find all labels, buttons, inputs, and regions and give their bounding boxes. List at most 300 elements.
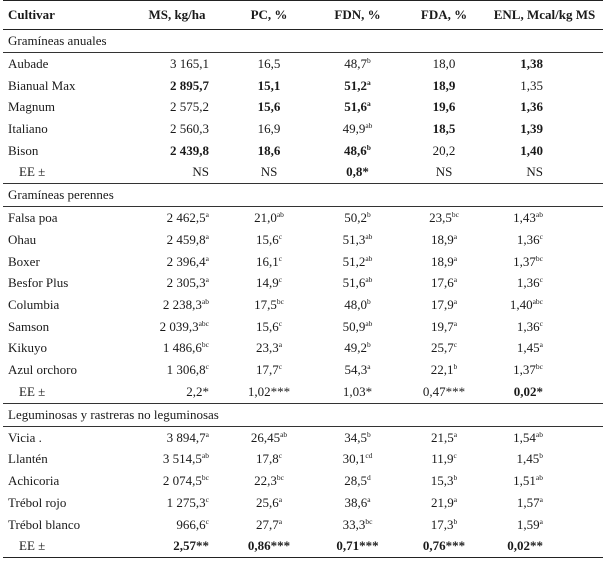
cultivar-name: Falsa poa xyxy=(8,210,58,226)
fda-cell xyxy=(402,514,486,536)
table-row xyxy=(3,229,603,251)
enl-cell xyxy=(486,273,603,295)
cell-value: 30,1 xyxy=(342,451,366,467)
cell-value: 16,5 xyxy=(257,55,281,71)
fda-cell xyxy=(402,492,486,514)
fdn-cell xyxy=(313,229,402,251)
enl-cell xyxy=(486,294,603,316)
fda-cell xyxy=(402,338,486,360)
fda-cell xyxy=(402,75,486,97)
significance-letter: a xyxy=(539,516,543,526)
cell-value: 1,43 xyxy=(513,210,536,226)
ee-ms-cell: 2,57** xyxy=(129,535,225,558)
fdn-cell xyxy=(313,492,402,514)
cell-value: 17,7 xyxy=(255,362,279,378)
cultivar-name: Aubade xyxy=(8,55,49,71)
fda-cell xyxy=(402,449,486,471)
significance-letter: ab xyxy=(365,120,373,130)
significance-letter: ab xyxy=(365,318,373,328)
ms-cell xyxy=(129,426,225,448)
cell-value: 15,6 xyxy=(257,99,281,115)
cultivar-name: Azul orchoro xyxy=(8,362,77,378)
cell-value: 15,6 xyxy=(255,231,279,247)
cultivar-name: Columbia xyxy=(8,297,60,313)
significance-letter: c xyxy=(278,451,283,461)
cultivar-name: Ohau xyxy=(8,231,37,247)
significance-letter: ab xyxy=(535,429,543,439)
cell-value: 48,6 xyxy=(344,142,367,158)
significance-letter: ab xyxy=(365,253,373,263)
significance-letter: a xyxy=(539,494,543,504)
cell-value: 1,45 xyxy=(516,340,540,356)
section-row xyxy=(3,184,603,207)
significance-letter: bc xyxy=(535,362,543,372)
cell-value: 22,1 xyxy=(430,362,454,378)
significance-letter: b xyxy=(367,340,371,350)
pc-cell xyxy=(225,140,313,162)
fdn-cell xyxy=(313,273,402,295)
cell-value: 21,0 xyxy=(254,210,277,226)
cell-value: 1,40 xyxy=(509,297,533,313)
table-row xyxy=(3,118,603,140)
ms-cell xyxy=(129,294,225,316)
table-row xyxy=(3,251,603,273)
ms-cell xyxy=(129,229,225,251)
fda-cell xyxy=(402,470,486,492)
cultivar-name: Trébol rojo xyxy=(8,494,67,510)
pc-cell xyxy=(225,338,313,360)
enl-cell xyxy=(486,140,603,162)
cultivar-name: Boxer xyxy=(8,253,40,269)
cell-value: 51,2 xyxy=(342,253,366,269)
cell-value: 20,2 xyxy=(432,142,456,158)
significance-letter: c xyxy=(205,494,209,504)
fdn-cell xyxy=(313,96,402,118)
pc-cell xyxy=(225,273,313,295)
cell-value: 18,6 xyxy=(257,142,281,158)
cell-value: 18,9 xyxy=(430,253,454,269)
significance-letter: c xyxy=(278,362,283,372)
significance-letter: a xyxy=(453,429,458,439)
ms-cell xyxy=(129,470,225,492)
section-row xyxy=(3,403,603,426)
pc-cell xyxy=(225,426,313,448)
cell-value: 11,9 xyxy=(431,451,454,467)
cell-value: 50,2 xyxy=(344,210,367,226)
significance-letter: a xyxy=(367,77,371,87)
cell-value: 17,8 xyxy=(255,451,279,467)
fdn-cell xyxy=(313,294,402,316)
ms-cell xyxy=(129,140,225,162)
cell-value: 15,6 xyxy=(255,318,279,334)
table-row xyxy=(3,294,603,316)
cell-value: 14,9 xyxy=(255,275,279,291)
table-row xyxy=(3,53,603,75)
cell-value: 19,6 xyxy=(432,99,456,115)
cultivar-name: Kikuyo xyxy=(8,340,47,356)
significance-letter: a xyxy=(453,253,458,263)
table-row xyxy=(3,492,603,514)
cell-value: 25,6 xyxy=(255,494,279,510)
significance-letter: b xyxy=(453,516,458,526)
cell-value: 1,57 xyxy=(516,494,540,510)
ms-cell xyxy=(129,75,225,97)
cell-value: 966,6 xyxy=(176,516,206,532)
fda-cell xyxy=(402,426,486,448)
table-row xyxy=(3,338,603,360)
significance-letter: c xyxy=(205,516,209,526)
cultivar-name: Bison xyxy=(8,142,39,158)
cultivar-name: Achicoria xyxy=(8,473,60,489)
significance-letter: a xyxy=(453,275,458,285)
header-fdn: FDN, % xyxy=(313,1,402,30)
ee-enl-cell: 0,02* xyxy=(486,381,603,404)
cell-value: 2 459,8 xyxy=(166,231,206,247)
cultivar-name: Besfor Plus xyxy=(8,275,69,291)
section-title: Gramíneas perennes xyxy=(3,184,603,207)
enl-cell xyxy=(486,359,603,381)
table-row xyxy=(3,273,603,295)
ms-cell xyxy=(129,359,225,381)
ms-cell xyxy=(129,251,225,273)
significance-letter: bc xyxy=(365,516,373,526)
cell-value: 2 895,7 xyxy=(170,77,209,93)
cell-value: 50,9 xyxy=(342,318,366,334)
fda-cell xyxy=(402,251,486,273)
significance-letter: c xyxy=(539,231,543,241)
cell-value: 49,2 xyxy=(344,340,367,356)
cell-value: 33,3 xyxy=(342,516,366,532)
fdn-cell xyxy=(313,118,402,140)
significance-letter: c xyxy=(278,275,283,285)
cell-value: 49,9 xyxy=(342,120,366,136)
ms-cell xyxy=(129,273,225,295)
pc-cell xyxy=(225,96,313,118)
significance-letter: c xyxy=(539,318,543,328)
section-row xyxy=(3,30,603,53)
significance-letter: a xyxy=(367,99,371,109)
ee-row xyxy=(3,535,603,558)
ee-fda-cell: NS xyxy=(402,161,486,184)
cell-value: 16,1 xyxy=(255,253,279,269)
cell-value: 25,7 xyxy=(430,340,454,356)
cell-value: 34,5 xyxy=(344,429,367,445)
cell-value: 1 486,6 xyxy=(162,340,202,356)
significance-letter: bc xyxy=(451,210,459,220)
cell-value: 1,39 xyxy=(520,120,543,136)
enl-cell xyxy=(486,514,603,536)
fda-cell xyxy=(402,118,486,140)
ee-fda-cell: 0,47*** xyxy=(402,381,486,404)
enl-cell xyxy=(486,251,603,273)
cell-value: 2 439,8 xyxy=(170,142,209,158)
fda-cell xyxy=(402,96,486,118)
header-pc: PC, % xyxy=(225,1,313,30)
significance-letter: b xyxy=(367,55,371,65)
cell-value: 2 462,5 xyxy=(166,210,206,226)
ms-cell xyxy=(129,514,225,536)
significance-letter: bc xyxy=(535,253,543,263)
ee-fdn-cell: 1,03* xyxy=(313,381,402,404)
enl-cell xyxy=(486,96,603,118)
table-row xyxy=(3,140,603,162)
fda-cell xyxy=(402,53,486,75)
cell-value: 51,6 xyxy=(344,99,367,115)
significance-letter: a xyxy=(453,494,458,504)
pc-cell xyxy=(225,53,313,75)
significance-letter: a xyxy=(205,275,209,285)
ee-pc-cell: NS xyxy=(225,161,313,184)
fdn-cell xyxy=(313,207,402,229)
cell-value: 23,3 xyxy=(255,340,279,356)
cultivar-name: Samson xyxy=(8,318,50,334)
significance-letter: c xyxy=(205,362,209,372)
ee-label: EE ± xyxy=(3,161,129,184)
ee-row xyxy=(3,381,603,404)
ee-ms-cell: 2,2* xyxy=(129,381,225,404)
significance-letter: ab xyxy=(201,297,209,307)
ms-cell xyxy=(129,96,225,118)
ms-cell xyxy=(129,316,225,338)
cultivar-name: Magnum xyxy=(8,99,55,115)
cell-value: 2 039,3 xyxy=(159,318,199,334)
cell-value: 18,0 xyxy=(432,55,456,71)
table-body xyxy=(3,30,603,558)
significance-letter: ab xyxy=(365,275,373,285)
cell-value: 21,5 xyxy=(430,429,454,445)
table-row xyxy=(3,359,603,381)
significance-letter: cd xyxy=(365,451,373,461)
ms-cell xyxy=(129,338,225,360)
significance-letter: bc xyxy=(276,473,284,483)
cell-value: 3 514,5 xyxy=(162,451,202,467)
fdn-cell xyxy=(313,140,402,162)
fda-cell xyxy=(402,316,486,338)
significance-letter: ab xyxy=(365,231,373,241)
fdn-cell xyxy=(313,338,402,360)
enl-cell xyxy=(486,338,603,360)
cell-value: 16,9 xyxy=(257,120,281,136)
cell-value: 1,36 xyxy=(516,231,540,247)
significance-letter: c xyxy=(278,253,283,263)
pc-cell xyxy=(225,492,313,514)
significance-letter: b xyxy=(366,142,371,152)
forage-quality-table xyxy=(3,0,603,558)
ee-ms-cell: NS xyxy=(129,161,225,184)
cell-value: 17,9 xyxy=(430,297,454,313)
cell-value: 2 575,2 xyxy=(170,99,209,115)
cell-value: 17,3 xyxy=(430,516,454,532)
ee-enl-cell: NS xyxy=(486,161,603,184)
fdn-cell xyxy=(313,316,402,338)
enl-cell xyxy=(486,316,603,338)
ee-label: EE ± xyxy=(3,381,129,404)
cultivar-name: Trébol blanco xyxy=(8,516,81,532)
significance-letter: bc xyxy=(276,297,284,307)
significance-letter: ab xyxy=(276,210,284,220)
fda-cell xyxy=(402,359,486,381)
cell-value: 48,0 xyxy=(344,297,367,313)
table-row xyxy=(3,316,603,338)
cell-value: 18,9 xyxy=(432,77,456,93)
table-header xyxy=(3,1,603,30)
cultivar-name: Llantén xyxy=(8,451,48,467)
fda-cell xyxy=(402,207,486,229)
enl-cell xyxy=(486,229,603,251)
significance-letter: a xyxy=(453,318,458,328)
cell-value: 26,45 xyxy=(250,429,281,445)
table-row xyxy=(3,96,603,118)
cell-value: 28,5 xyxy=(344,473,367,489)
cell-value: 15,3 xyxy=(430,473,454,489)
ee-label: EE ± xyxy=(3,535,129,558)
cell-value: 54,3 xyxy=(344,362,368,378)
significance-letter: a xyxy=(205,210,209,220)
enl-cell xyxy=(486,75,603,97)
fda-cell xyxy=(402,294,486,316)
cell-value: 1,37 xyxy=(513,253,536,269)
significance-letter: b xyxy=(453,362,458,372)
significance-letter: bc xyxy=(201,340,209,350)
pc-cell xyxy=(225,470,313,492)
significance-letter: d xyxy=(367,473,371,483)
cell-value: 51,2 xyxy=(344,77,367,93)
significance-letter: b xyxy=(367,297,371,307)
fdn-cell xyxy=(313,470,402,492)
ms-cell xyxy=(129,207,225,229)
pc-cell xyxy=(225,207,313,229)
pc-cell xyxy=(225,75,313,97)
cell-value: 27,7 xyxy=(255,516,279,532)
significance-letter: c xyxy=(453,340,458,350)
enl-cell xyxy=(486,207,603,229)
cell-value: 1 275,3 xyxy=(166,494,206,510)
cell-value: 1,51 xyxy=(513,473,536,489)
cell-value: 1,35 xyxy=(520,77,543,93)
ms-cell xyxy=(129,492,225,514)
cell-value: 1,36 xyxy=(520,99,543,115)
cell-value: 1,40 xyxy=(520,142,543,158)
significance-letter: a xyxy=(367,362,371,372)
cell-value: 1,45 xyxy=(516,451,540,467)
fdn-cell xyxy=(313,449,402,471)
cell-value: 2 396,4 xyxy=(166,253,206,269)
pc-cell xyxy=(225,514,313,536)
cell-value: 1,36 xyxy=(516,318,540,334)
cell-value: 1 306,8 xyxy=(166,362,206,378)
significance-letter: c xyxy=(453,451,457,461)
significance-letter: a xyxy=(205,253,209,263)
fdn-cell xyxy=(313,53,402,75)
ee-fdn-cell: 0,71*** xyxy=(313,535,402,558)
table-row xyxy=(3,449,603,471)
significance-letter: c xyxy=(278,231,283,241)
fdn-cell xyxy=(313,426,402,448)
significance-letter: a xyxy=(278,340,283,350)
significance-letter: b xyxy=(367,210,371,220)
significance-letter: abc xyxy=(198,318,209,328)
header-ms: MS, kg/ha xyxy=(129,1,225,30)
cell-value: 15,1 xyxy=(257,77,281,93)
ee-enl-cell: 0,02** xyxy=(486,535,603,558)
ms-cell xyxy=(129,118,225,140)
cell-value: 51,6 xyxy=(342,275,366,291)
section-title: Gramíneas anuales xyxy=(3,30,603,53)
significance-letter: c xyxy=(278,318,283,328)
significance-letter: a xyxy=(367,494,371,504)
pc-cell xyxy=(225,316,313,338)
cell-value: 2 238,3 xyxy=(162,297,202,313)
significance-letter: ab xyxy=(201,451,209,461)
table-row xyxy=(3,426,603,448)
fda-cell xyxy=(402,229,486,251)
significance-letter: a xyxy=(453,297,458,307)
enl-cell xyxy=(486,492,603,514)
pc-cell xyxy=(225,359,313,381)
significance-letter: a xyxy=(278,494,283,504)
pc-cell xyxy=(225,118,313,140)
enl-cell xyxy=(486,470,603,492)
header-enl: ENL, Mcal/kg MS xyxy=(486,1,603,30)
cell-value: 1,54 xyxy=(513,429,536,445)
cell-value: 3 165,1 xyxy=(170,55,209,71)
significance-letter: a xyxy=(453,231,458,241)
significance-letter: ab xyxy=(535,210,543,220)
enl-cell xyxy=(486,118,603,140)
ee-row xyxy=(3,161,603,184)
cell-value: 17,6 xyxy=(430,275,454,291)
ee-pc-cell: 1,02*** xyxy=(225,381,313,404)
cell-value: 21,9 xyxy=(430,494,454,510)
ms-cell xyxy=(129,53,225,75)
significance-letter: a xyxy=(205,429,209,439)
cell-value: 2 305,3 xyxy=(166,275,206,291)
cell-value: 2 074,5 xyxy=(162,473,202,489)
cell-value: 2 560,3 xyxy=(170,120,209,136)
significance-letter: c xyxy=(539,275,543,285)
fdn-cell xyxy=(313,251,402,273)
significance-letter: b xyxy=(539,451,543,461)
cell-value: 1,38 xyxy=(520,55,543,71)
table-row xyxy=(3,470,603,492)
header-row xyxy=(3,1,603,30)
table-row xyxy=(3,207,603,229)
significance-letter: a xyxy=(278,516,283,526)
cell-value: 38,6 xyxy=(344,494,368,510)
significance-letter: ab xyxy=(280,429,288,439)
significance-letter: b xyxy=(367,429,371,439)
significance-letter: b xyxy=(453,473,458,483)
cell-value: 51,3 xyxy=(342,231,366,247)
enl-cell xyxy=(486,426,603,448)
enl-cell xyxy=(486,449,603,471)
section-title: Leguminosas y rastreras no leguminosas xyxy=(3,403,603,426)
significance-letter: bc xyxy=(201,473,209,483)
cultivar-name: Vicia . xyxy=(8,429,42,445)
pc-cell xyxy=(225,251,313,273)
significance-letter: a xyxy=(539,340,543,350)
pc-cell xyxy=(225,449,313,471)
fda-cell xyxy=(402,273,486,295)
cell-value: 18,5 xyxy=(432,120,456,136)
table-row xyxy=(3,514,603,536)
ee-fda-cell: 0,76*** xyxy=(402,535,486,558)
table-row xyxy=(3,75,603,97)
fdn-cell xyxy=(313,75,402,97)
ms-cell xyxy=(129,449,225,471)
cell-value: 1,59 xyxy=(516,516,540,532)
cultivar-name: Bianual Max xyxy=(8,77,76,93)
